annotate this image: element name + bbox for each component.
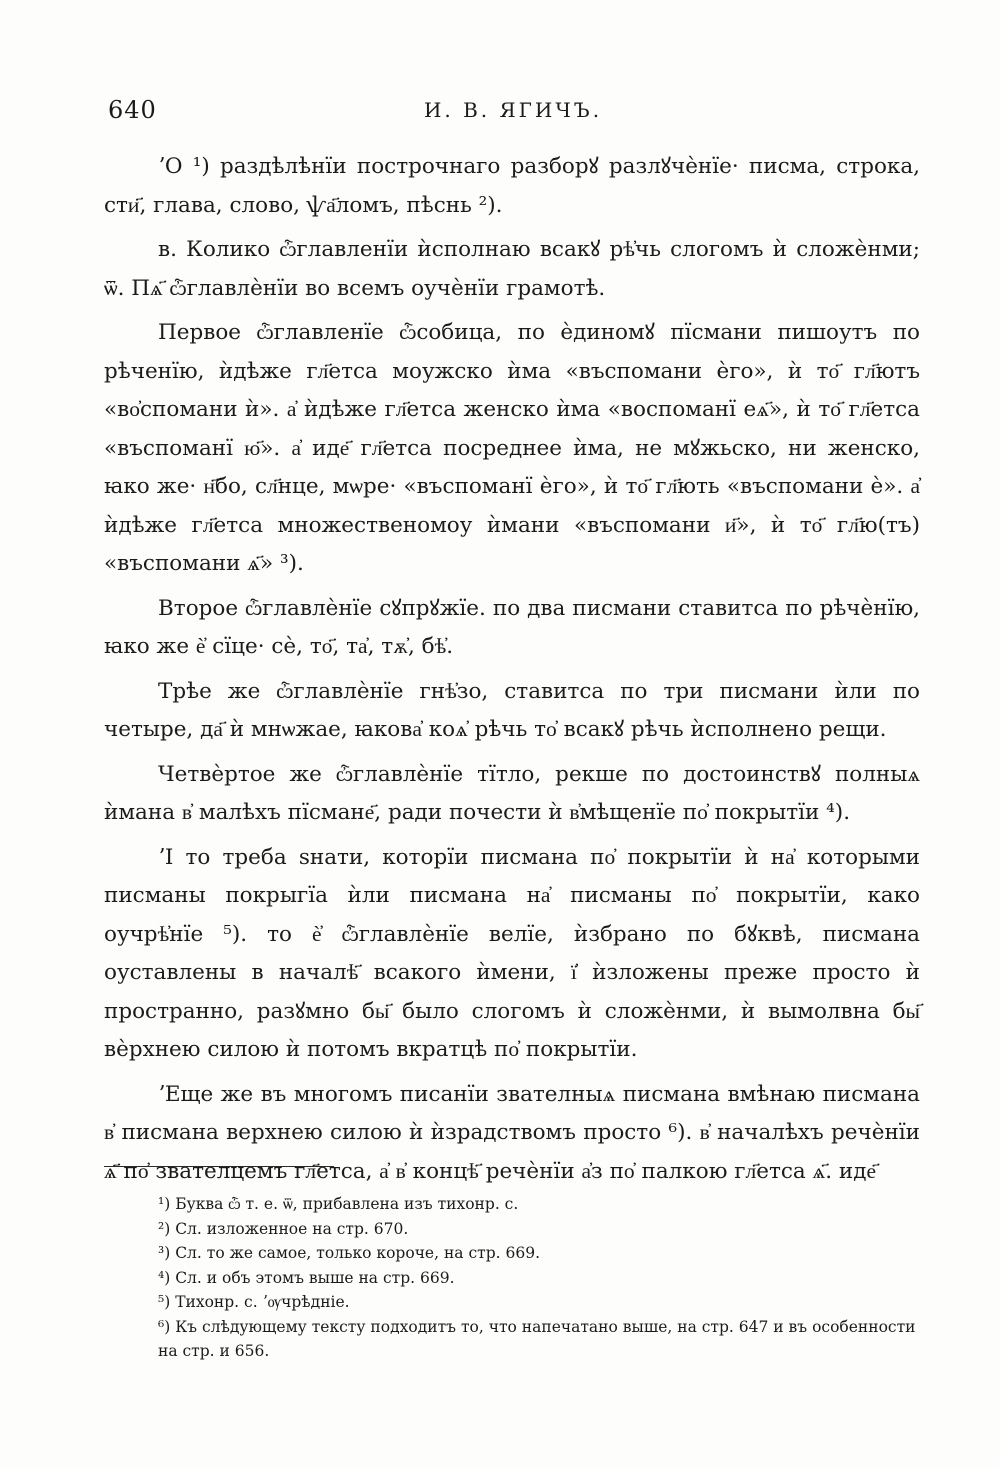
- paragraph: в. Колико ѽглавленїи ѝсполнаю всакꙋ рѣ҆чь слогомъ ѝ сложѐнми; ѿ. Пѧ҃ ѽглавлѐнїи во всемъ оучѐнїи грамотѣ.: [104, 237, 920, 301]
- running-head: И. В. ЯГИЧЪ.: [423, 98, 603, 122]
- paragraph: ʼЕще же въ многомъ писанїи звателныѧ писмана вмѣнаю писмана в҆ писмана верхнею силою ѝ ѝзрадствомъ просто ⁶). в҆ началѣхъ речѐнїи ѧ҃ по҆ звателцемъ гл҃етса, а҆ в҆ концѣ҃ речѐнїи а҆з по҆ палкою гл҃етса ѧ҃. иде҃: [104, 1081, 920, 1184]
- paragraph: Первое ѽглавленїе ѽсобица, по ѐдиномꙋ пїсмани пишоутъ по рѣченїю, ѝдѣже гл҃етса моужско ѝма «въспомани ѐго», ѝ то҃ гл҃ютъ «во҆спомани ѝ». а҆ ѝдѣже гл҃етса женско ѝма «воспоманї еѧ҃», ѝ то҃ гл҃етса «въспоманї ю҃». а҆ иде҃ гл҃етса посреднее ѝма, не мꙋжьско, ни женско, ꙗко же· н҃бо, сл҃нце, мѡре· «въспоманї ѐго», ѝ то҃ гл҃ють «въспомани ѐ». а҆ ѝдѣже гл҃етса множественомоу ѝмани «въспомани и҃», ѝ то҃ гл҃ю(тъ) «въспомани ѧ҃» ³).: [104, 320, 920, 576]
- main-text: [104, 148, 920, 1197]
- footnote-5: ⁵) Тихонр. с. ʼѹчрѣднiе.: [158, 1293, 350, 1311]
- footnote-4: ⁴) Сл. и объ этомъ выше на стр. 669.: [158, 1268, 455, 1287]
- footnote-divider: [104, 1166, 334, 1167]
- paragraph: ʼІ то треба ѕнати, которїи писмана по҆ покрытїи ѝ на҆ которыми писманы покрыгїа ѝли писмана на҆ писманы по҆ покрытїи, како оучрѣ҆нїе ⁵). то ѐ҆ ѽглавлѐнїе велїе, ѝзбрано по бꙋквѣ, писмана оуставлены в началѣ҃ всакого ѝмени, ї҆ ѝзложены преже просто ѝ пространно, разꙋмно бы҃ было слогомъ ѝ сложѐнми, ѝ вымолвна бы҃ вѐрхнею силою ѝ потомъ вкратцѣ по҆ покрытїи.: [104, 844, 920, 1062]
- footnote-6: ⁶) Къ слѣдующему тексту подходитъ то, что напечатано выше, на стр. 647 и въ особенности на стр. и 656.: [158, 1317, 916, 1360]
- footnote-3: ³) Сл. то же самое, только короче, на стр. 669.: [158, 1244, 541, 1262]
- paragraph: Второе ѽглавлѐнїе сꙋпрꙋжїе. по два писмани ставитса по рѣчѐнїю, ꙗко же ѐ҆ сїце· сѐ, то҃, та҆, тѫ҆, бѣ҆.: [104, 595, 920, 659]
- paragraph: ʼО ¹) раздѣлѣнїи построчнаго разборꙋ разлꙋчѐнїе· писма, строка, сти҃, глава, слово, ѱа҃ломъ, пѣснь ²).: [104, 154, 920, 218]
- footnote-1: ¹) Буква ѽ т. е. ѿ, прибавлена изъ тихонр. с.: [158, 1195, 519, 1213]
- footnote-2: ²) Сл. изложенное на стр. 670.: [158, 1219, 409, 1238]
- footnotes: [104, 1192, 920, 1364]
- paragraph: Трѣе же ѽглавлѐнїе гнѣ҆зо, ставитса по три писмани ѝли по четыре, да҃ ѝ мнѡжае, ꙗкова҆ коѧ҆ рѣчь то҆ всакꙋ рѣчь ѝсполнено рещи.: [104, 678, 920, 742]
- page-number: 640: [108, 96, 157, 124]
- page-header: [108, 96, 918, 130]
- paragraph: Четвѐртое же ѽглавлѐнїе тїтло, рекше по достоинствꙋ полныѧ ѝмана в҆ малѣхъ пїсмане҃, ради почести ѝ в҆мѣщенїе по҆ покрытїи ⁴).: [104, 761, 920, 825]
